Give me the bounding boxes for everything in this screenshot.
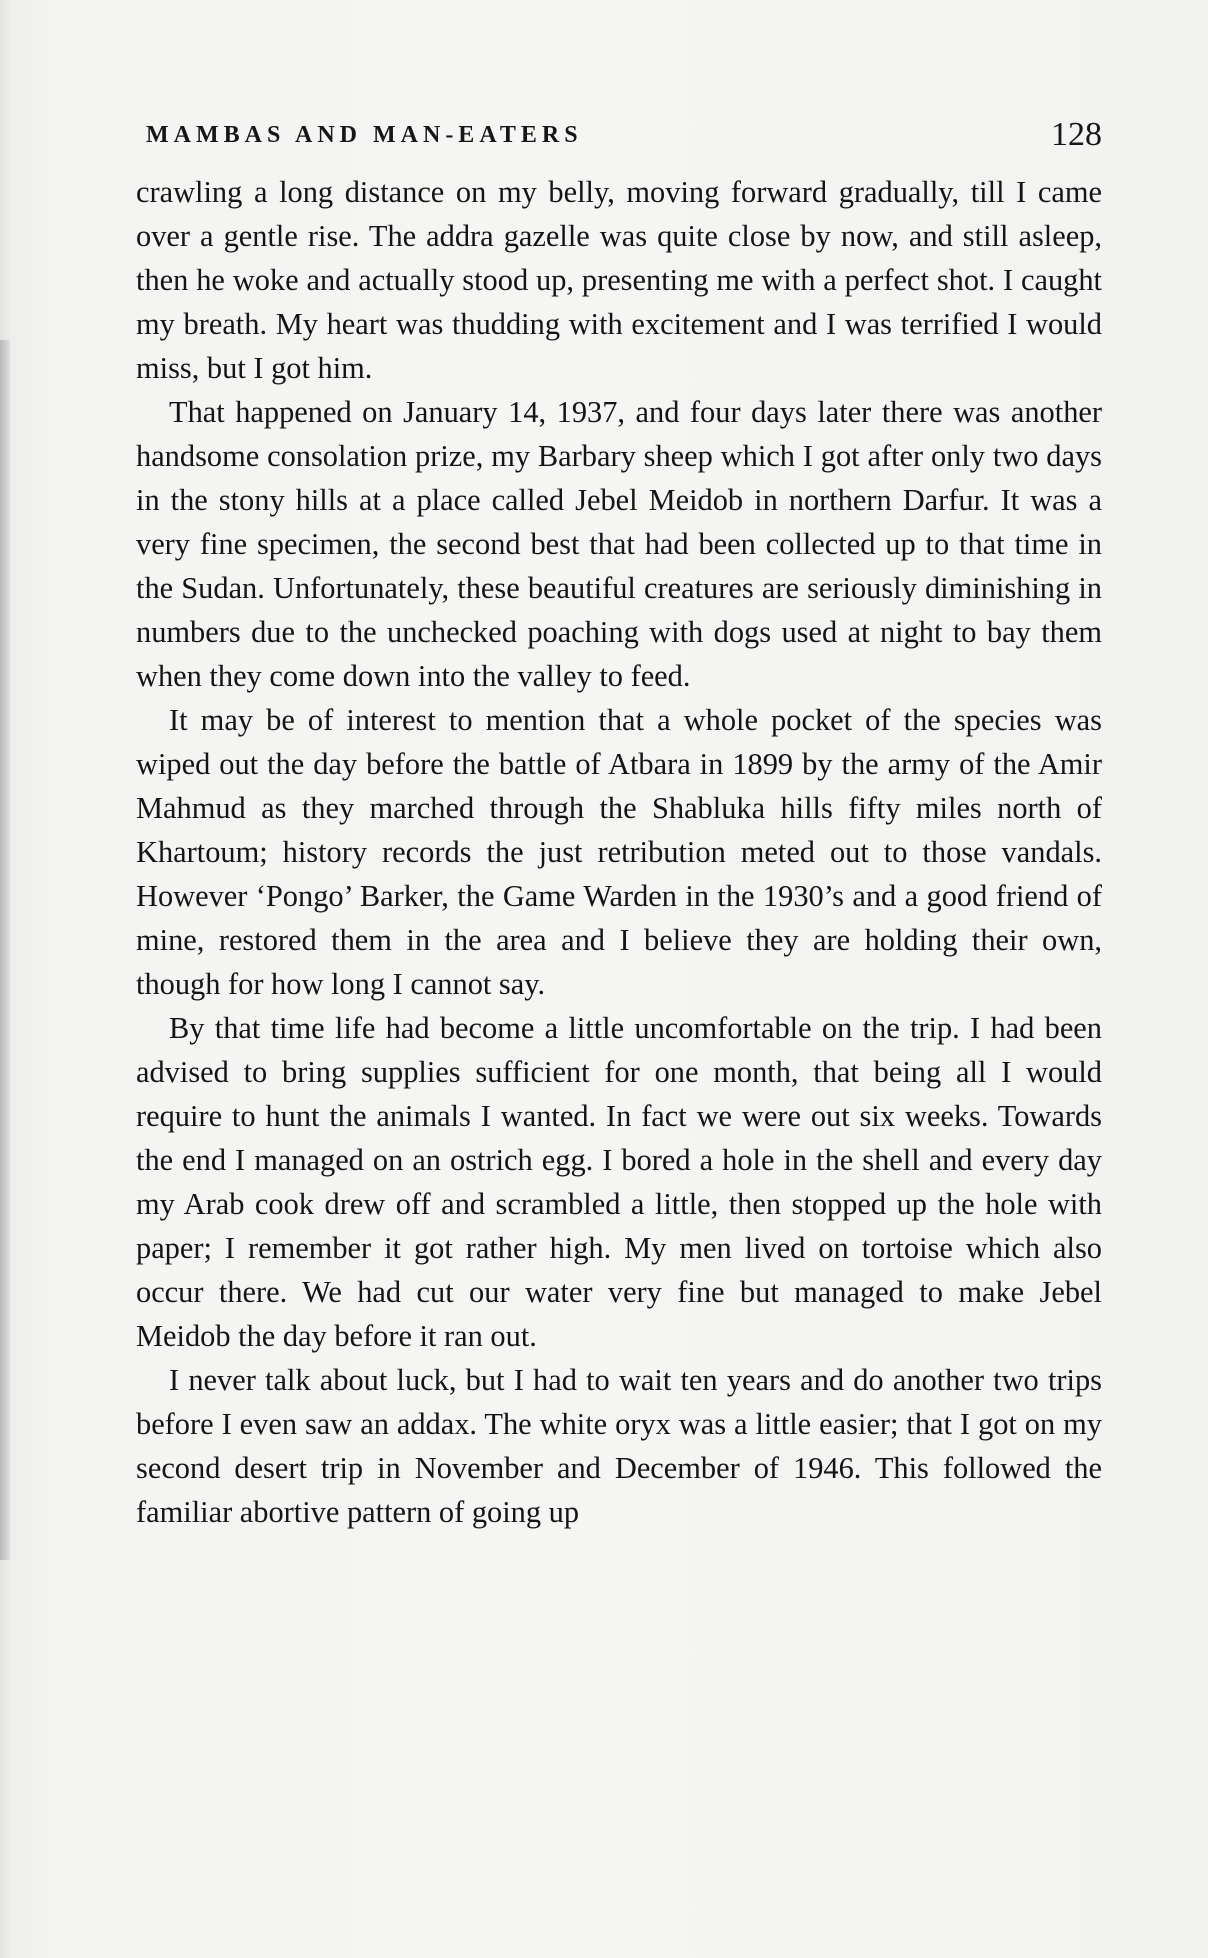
running-title: MAMBAS AND MAN-EATERS (146, 122, 583, 148)
binding-shadow (0, 340, 10, 1560)
running-header (146, 116, 1102, 160)
paragraph: I never talk about luck, but I had to wait ten years and do another two trips before I even saw an addax. The white oryx was a little easier; that I got on my second desert trip in November and December of 1946. This followed the familiar abortive pattern of going up (136, 1363, 1102, 1529)
body-text (136, 170, 1102, 1534)
page-number: 128 (1051, 116, 1102, 153)
paragraph: By that time life had become a little uncomfortable on the trip. I had been advised to bring supplies sufficient for one month, that being all I would require to hunt the animals I wanted. In fact we were out six weeks. Towards the end I managed on an ostrich egg. I bored a hole in the shell and every day my Arab cook drew off and scrambled a little, then stopped up the hole with paper; I remember it got rather high. My men lived on tortoise which also occur there. We had cut our water very fine but managed to make Jebel Meidob the day before it ran out. (136, 1011, 1102, 1353)
paragraph: That happened on January 14, 1937, and four days later there was another handsome consolation prize, my Barbary sheep which I got after only two days in the stony hills at a place called Jebel Meidob in northern Darfur. It was a very fine specimen, the second best that had been collected up to that time in the Sudan. Unfortunately, these beautiful creatures are seriously diminishing in numbers due to the unchecked poaching with dogs used at night to bay them when they come down into the valley to feed. (136, 395, 1102, 693)
paragraph: It may be of interest to mention that a whole pocket of the species was wiped out the day before the battle of Atbara in 1899 by the army of the Amir Mahmud as they marched through the Shabluka hills fifty miles north of Khartoum; history records the just retribution meted out to those vandals. However ‘Pongo’ Barker, the Game Warden in the 1930’s and a good friend of mine, restored them in the area and I believe they are holding their own, though for how long I cannot say. (136, 703, 1102, 1001)
paragraph: crawling a long distance on my belly, moving forward gradually, till I came over a gentle rise. The addra gazelle was quite close by now, and still asleep, then he woke and actually stood up, presenting me with a perfect shot. I caught my breath. My heart was thudding with excitement and I was terrified I would miss, but I got him. (136, 175, 1102, 385)
